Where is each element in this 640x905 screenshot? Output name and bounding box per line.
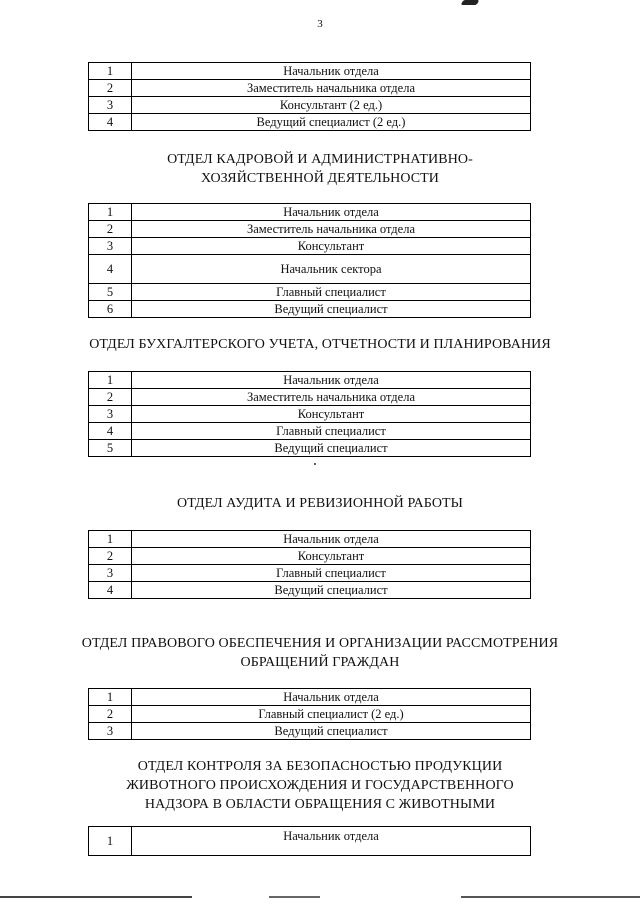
position-title: Консультант [132, 238, 531, 255]
position-title: Консультант (2 ед.) [132, 97, 531, 114]
row-number: 3 [89, 238, 132, 255]
row-number: 1 [89, 204, 132, 221]
section-hr-admin [0, 150, 640, 188]
staff-table [88, 62, 531, 131]
position-title: Начальник отдела [132, 827, 531, 856]
row-number: 3 [89, 565, 132, 582]
section-heading: ОТДЕЛ АУДИТА И РЕВИЗИОННОЙ РАБОТЫ [177, 496, 463, 511]
table-row [89, 389, 531, 406]
table-row [89, 406, 531, 423]
section-legal [0, 634, 640, 672]
row-number: 3 [89, 406, 132, 423]
position-title: Консультант [132, 548, 531, 565]
staff-table [88, 688, 531, 740]
position-title: Начальник отдела [132, 63, 531, 80]
row-number: 2 [89, 80, 132, 97]
section-heading: ОТДЕЛ БУХГАЛТЕРСКОГО УЧЕТА, ОТЧЕТНОСТИ И ПЛАНИРОВАНИЯ [89, 337, 551, 352]
row-number: 4 [89, 114, 132, 131]
table-row [89, 689, 531, 706]
scan-edge-line [0, 896, 640, 898]
row-number: 1 [89, 63, 132, 80]
position-title: Ведущий специалист [132, 582, 531, 599]
section-animal-control [0, 757, 640, 814]
position-title: Ведущий специалист (2 ед.) [132, 114, 531, 131]
row-number: 4 [89, 423, 132, 440]
position-title: Главный специалист (2 ед.) [132, 706, 531, 723]
scan-mark [461, 0, 480, 5]
row-number: 3 [89, 723, 132, 740]
row-number: 5 [89, 284, 132, 301]
table-row [89, 238, 531, 255]
position-title: Начальник отдела [132, 531, 531, 548]
staff-table [88, 530, 531, 599]
section-heading: ОТДЕЛ КАДРОВОЙ И АДМИНИСТРНАТИВНО-ХОЗЯЙСТВЕННОЙ ДЕЯТЕЛЬНОСТИ [167, 152, 473, 186]
row-number: 1 [89, 689, 132, 706]
table-row [89, 372, 531, 389]
table-row [89, 114, 531, 131]
section-heading: ОТДЕЛ КОНТРОЛЯ ЗА БЕЗОПАСНОСТЬЮ ПРОДУКЦИИ ЖИВОТНОГО ПРОИСХОЖДЕНИЯ И ГОСУДАРСТВЕННОГО НАДЗОРА В ОБЛАСТИ ОБРАЩЕНИЯ С ЖИВОТНЫМИ [126, 759, 514, 812]
staff-table [88, 203, 531, 318]
position-title: Заместитель начальника отдела [132, 80, 531, 97]
row-number: 6 [89, 301, 132, 318]
row-number: 5 [89, 440, 132, 457]
table-row [89, 440, 531, 457]
table-row [89, 706, 531, 723]
row-number: 2 [89, 221, 132, 238]
table-row [89, 582, 531, 599]
section-heading: ОТДЕЛ ПРАВОВОГО ОБЕСПЕЧЕНИЯ И ОРГАНИЗАЦИИ РАССМОТРЕНИЯ ОБРАЩЕНИЙ ГРАЖДАН [81, 636, 559, 670]
row-number: 1 [89, 372, 132, 389]
table-row [89, 531, 531, 548]
row-number: 2 [89, 706, 132, 723]
section-audit [0, 494, 640, 513]
table-row [89, 221, 531, 238]
table-row [89, 548, 531, 565]
section-accounting [0, 335, 640, 354]
position-title: Консультант [132, 406, 531, 423]
row-number: 4 [89, 582, 132, 599]
position-title: Главный специалист [132, 423, 531, 440]
row-number: 1 [89, 531, 132, 548]
page-number: 3 [317, 18, 323, 30]
row-number: 2 [89, 548, 132, 565]
position-title: Главный специалист [132, 565, 531, 582]
position-title: Заместитель начальника отдела [132, 221, 531, 238]
row-number: 3 [89, 97, 132, 114]
table-row [89, 827, 531, 856]
scan-speck [314, 463, 316, 465]
table-row [89, 80, 531, 97]
position-title: Ведущий специалист [132, 301, 531, 318]
staff-table [88, 826, 531, 856]
position-title: Главный специалист [132, 284, 531, 301]
position-title: Ведущий специалист [132, 440, 531, 457]
table-row [89, 723, 531, 740]
table-row [89, 301, 531, 318]
table-row [89, 204, 531, 221]
table-row [89, 63, 531, 80]
position-title: Заместитель начальника отдела [132, 389, 531, 406]
table-row [89, 423, 531, 440]
position-title: Начальник отдела [132, 372, 531, 389]
table-row [89, 284, 531, 301]
table-row [89, 97, 531, 114]
position-title: Начальник сектора [132, 255, 531, 284]
position-title: Ведущий специалист [132, 723, 531, 740]
position-title: Начальник отдела [132, 689, 531, 706]
row-number: 4 [89, 255, 132, 284]
row-number: 1 [89, 827, 132, 856]
position-title: Начальник отдела [132, 204, 531, 221]
row-number: 2 [89, 389, 132, 406]
staff-table [88, 371, 531, 457]
table-row [89, 565, 531, 582]
table-row [89, 255, 531, 284]
